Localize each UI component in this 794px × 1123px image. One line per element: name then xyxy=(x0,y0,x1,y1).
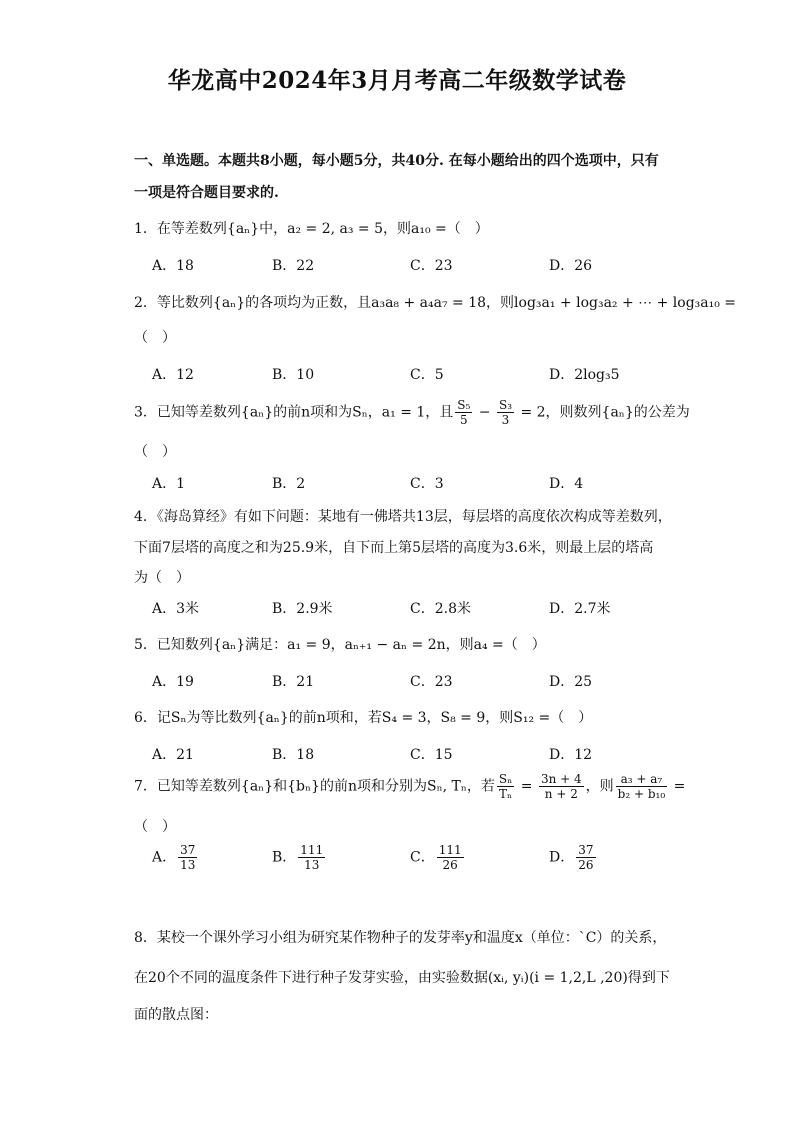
q7-option-c-numerator: 111 xyxy=(438,843,462,857)
q1-option-a: A．18 xyxy=(152,258,194,274)
q4-option-b: B．2.9米 xyxy=(272,601,333,617)
q7-option-c-denominator: 26 xyxy=(442,858,458,872)
question-1-text: 1．在等差数列{aₙ}中，a₂ = 2, a₃ = 5，则a₁₀ =（ ） xyxy=(134,221,489,237)
q7-option-c-label: C． xyxy=(410,849,435,866)
question-4-line3: 为（ ） xyxy=(134,570,190,586)
q3-minus: − xyxy=(474,404,495,421)
q6-option-a: A．21 xyxy=(152,747,194,763)
q2-option-d: D．2log₃5 xyxy=(549,367,620,383)
q2-option-c: C．5 xyxy=(410,367,444,383)
question-4-line1: 4．《海岛算经》有如下问题：某地有一佛塔共13层，每层塔的高度依次构成等差数列， xyxy=(134,509,672,525)
question-5-text: 5．已知数列{aₙ}满足：a₁ = 9，aₙ₊₁ − aₙ = 2n，则a₄ =（ ） xyxy=(134,637,546,653)
q7-fraction-1 xyxy=(497,772,514,801)
q2-option-b: B．10 xyxy=(272,367,315,383)
q4-option-c: C．2.8米 xyxy=(410,601,471,617)
q7-fraction-3 xyxy=(616,772,667,801)
q3-option-d: D．4 xyxy=(549,476,584,492)
q7-option-c-fraction xyxy=(437,843,464,872)
question-3-line2: （ ） xyxy=(134,444,176,460)
q3-option-a: A．1 xyxy=(152,476,186,492)
q3-frac1-denominator: 5 xyxy=(459,413,468,427)
q7-text-pre: 7．已知等差数列{aₙ}和{bₙ}的前n项和分别为Sₙ, Tₙ，若 xyxy=(134,778,495,795)
q7-option-a-label: A． xyxy=(152,849,177,866)
q1-option-b: B．22 xyxy=(272,258,315,274)
q7-option-d-fraction xyxy=(576,843,595,872)
q7-frac3-denominator: b₂ + b₁₀ xyxy=(617,787,666,801)
q7-then: ，则 xyxy=(585,778,614,795)
q7-option-a-fraction xyxy=(178,843,197,872)
q7-option-a-numerator: 37 xyxy=(180,843,196,857)
q7-option-a-denominator: 13 xyxy=(180,858,196,872)
q7-frac3-numerator: a₃ + a₇ xyxy=(616,772,667,787)
q3-option-c: C．3 xyxy=(410,476,444,492)
q7-option-d-denominator: 26 xyxy=(578,858,594,872)
q7-option-b-fraction xyxy=(298,843,325,872)
q1-option-d: D．26 xyxy=(549,258,593,274)
q7-option-b-numerator: 111 xyxy=(300,843,324,857)
q2-option-a: A．12 xyxy=(152,367,194,383)
q3-frac2-numerator: S₃ xyxy=(498,398,512,412)
q7-option-a xyxy=(152,843,199,872)
q3-option-b: B．2 xyxy=(272,476,306,492)
question-8-line2: 在20个不同的温度条件下进行种子发芽实验，由实验数据(xᵢ, yᵢ)(i = 1,2,L ,20)得到下 xyxy=(134,970,670,986)
q5-option-d: D．25 xyxy=(549,674,593,690)
q6-option-d: D．12 xyxy=(549,747,593,763)
q7-frac2-numerator: 3n + 4 xyxy=(540,772,582,786)
q7-option-b-label: B． xyxy=(272,849,297,866)
question-2-line2: （ ） xyxy=(134,330,176,346)
question-2-line1: 2．等比数列{aₙ}的各项均为正数，且a₃a₈ + a₄a₇ = 18，则log₃a₁ + log₃a₂ + ⋯ + log₃a₁₀ = xyxy=(134,295,737,311)
q7-option-b-denominator: 13 xyxy=(304,858,320,872)
question-6-text: 6．记Sₙ为等比数列{aₙ}的前n项和，若S₄ = 3，S₈ = 9，则S₁₂ =（ ） xyxy=(134,710,593,726)
q7-text-post: = xyxy=(669,778,686,795)
q5-option-b: B．21 xyxy=(272,674,315,690)
q3-fraction-2 xyxy=(497,398,514,427)
question-7-line2: （ ） xyxy=(134,819,176,835)
q3-frac2-denominator: 3 xyxy=(501,413,510,427)
q7-option-d-numerator: 37 xyxy=(578,843,594,857)
page-title: 华龙高中2024年3月月考高二年级数学试卷 xyxy=(167,67,627,94)
q3-frac1-numerator: S₅ xyxy=(457,398,471,412)
q7-option-d xyxy=(549,843,598,872)
q7-option-d-label: D． xyxy=(549,849,575,866)
q5-option-a: A．19 xyxy=(152,674,194,690)
q7-option-c xyxy=(410,843,466,872)
q7-frac1-denominator: Tₙ xyxy=(499,787,513,801)
question-7-line1 xyxy=(134,772,685,801)
q6-option-b: B．18 xyxy=(272,747,315,763)
question-3-line1 xyxy=(134,398,690,427)
q3-text-post: = 2，则数列{aₙ}的公差为 xyxy=(516,404,690,421)
question-8-line3: 面的散点图： xyxy=(134,1007,218,1023)
question-8-line1: 8．某校一个课外学习小组为研究某作物种子的发芽率y和温度x（单位：`C）的关系， xyxy=(134,930,667,946)
section-heading-line2: 一项是符合题目要求的. xyxy=(134,185,279,201)
q4-option-a: A．3米 xyxy=(152,601,200,617)
q7-equals: = xyxy=(516,778,537,795)
q7-option-b xyxy=(272,843,327,872)
q6-option-c: C．15 xyxy=(410,747,453,763)
q5-option-c: C．23 xyxy=(410,674,453,690)
section-heading-line1: 一、单选题。本题共8小题，每小题5分，共40分. 在每小题给出的四个选项中，只有 xyxy=(134,153,659,169)
q3-fraction-1 xyxy=(455,398,472,427)
q7-fraction-2 xyxy=(539,772,584,801)
q1-option-c: C．23 xyxy=(410,258,453,274)
q7-frac2-denominator: n + 2 xyxy=(544,787,578,801)
q4-option-d: D．2.7米 xyxy=(549,601,611,617)
q7-frac1-numerator: Sₙ xyxy=(498,772,513,786)
q3-text-pre: 3．已知等差数列{aₙ}的前n项和为Sₙ，a₁ = 1，且 xyxy=(134,404,454,421)
question-4-line2: 下面7层塔的高度之和为25.9米，自下而上第5层塔的高度为3.6米，则最上层的塔高 xyxy=(134,540,654,556)
